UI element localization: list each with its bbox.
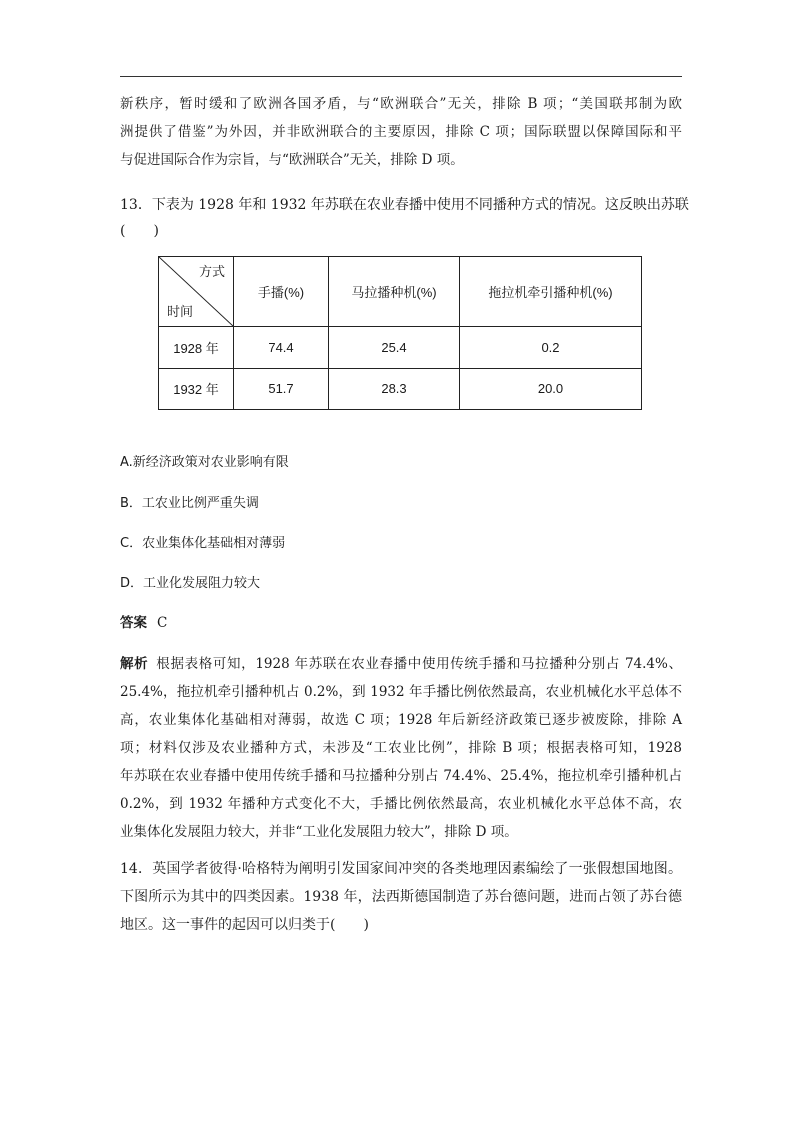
answer-value: C bbox=[157, 615, 168, 631]
q14-line: 14．英国学者彼得·哈格特为阐明引发国家间冲突的各类地理因素编绘了一张假想国地图。 bbox=[120, 861, 682, 877]
option-b: B．工农业比例严重失调 bbox=[120, 496, 259, 511]
cell-value: 74.4 bbox=[234, 327, 329, 369]
question-13-stem bbox=[120, 191, 689, 245]
table-corner-cell bbox=[159, 257, 234, 327]
table-header-row bbox=[159, 257, 642, 327]
explanation-line: 项；材料仅涉及农业播种方式，未涉及“工农业比例”，排除 B 项；根据表格可知，1928 bbox=[120, 740, 682, 756]
option-d: D．工业化发展阻力较大 bbox=[120, 576, 261, 591]
explanation-line: 业集体化发展阻力较大，并非“工业化发展阻力较大”，排除 D 项。 bbox=[120, 824, 518, 840]
row-year: 1928 年 bbox=[159, 327, 234, 369]
explanation-label: 解析 bbox=[120, 656, 149, 672]
cell-value: 51.7 bbox=[234, 368, 329, 410]
option-c: C．农业集体化基础相对薄弱 bbox=[120, 536, 286, 551]
explanation-line: 0.2%，到 1932 年播种方式变化不大，手播比例依然最高，农业机械化水平总体不高，农 bbox=[120, 796, 682, 812]
explanation-line: 25.4%，拖拉机牵引播种机占 0.2%，到 1932 年手播比例依然最高，农业机械化水平总体不 bbox=[120, 684, 682, 700]
previous-explanation bbox=[120, 90, 682, 174]
header-rule bbox=[120, 76, 682, 77]
corner-time-label: 时间 bbox=[167, 304, 194, 319]
header-tractor-seeder: 拖拉机牵引播种机(%) bbox=[460, 257, 642, 327]
cell-value: 0.2 bbox=[460, 327, 642, 369]
header-horse-drawn-seeder: 马拉播种机(%) bbox=[329, 257, 460, 327]
corner-method-label: 方式 bbox=[198, 264, 225, 279]
header-hand-sowing: 手播(%) bbox=[234, 257, 329, 327]
prev-line: 新秩序，暂时缓和了欧洲各国矛盾，与“欧洲联合”无关，排除 B 项；“美国联邦制为欧 bbox=[120, 96, 682, 112]
cell-value: 20.0 bbox=[460, 368, 642, 410]
table-row bbox=[159, 368, 642, 410]
explanation bbox=[120, 650, 682, 846]
explanation-line: 解析 根据表格可知，1928 年苏联在农业春播中使用传统手播和马拉播种分别占 74.4%、 bbox=[120, 656, 682, 672]
option-a: A.新经济政策对农业影响有限 bbox=[120, 455, 289, 470]
answer-label: 答案 bbox=[120, 615, 147, 631]
explanation-line: 年苏联在农业春播中使用传统手播和马拉播种分别占 74.4%、25.4%，拖拉机牵引播种机占 bbox=[120, 768, 682, 784]
q14-line: 地区。这一事件的起因可以归类于( ) bbox=[120, 917, 369, 933]
row-year: 1932 年 bbox=[159, 368, 234, 410]
cell-value: 25.4 bbox=[329, 327, 460, 369]
answer-line bbox=[120, 611, 167, 631]
prev-line: 与促进国际合作为宗旨，与“欧洲联合”无关，排除 D 项。 bbox=[120, 152, 464, 168]
table-row bbox=[159, 327, 642, 369]
question-14-stem bbox=[120, 855, 682, 939]
prev-line: 洲提供了借鉴”为外因，并非欧洲联合的主要原因，排除 C 项；国际联盟以保障国际和平 bbox=[120, 124, 682, 140]
q14-line: 下图所示为其中的四类因素。1938 年，法西斯德国制造了苏台德问题，进而占领了苏台德 bbox=[120, 889, 682, 905]
explanation-line: 高，农业集体化基础相对薄弱，故选 C 项；1928 年后新经济政策已逐步被废除，排除 A bbox=[120, 712, 682, 728]
sowing-methods-table bbox=[158, 256, 642, 410]
q13-stem-line: 13．下表为 1928 年和 1932 年苏联在农业春播中使用不同播种方式的情况。这反映出苏联 bbox=[120, 197, 689, 213]
q13-blank: ( ) bbox=[120, 223, 159, 239]
cell-value: 28.3 bbox=[329, 368, 460, 410]
